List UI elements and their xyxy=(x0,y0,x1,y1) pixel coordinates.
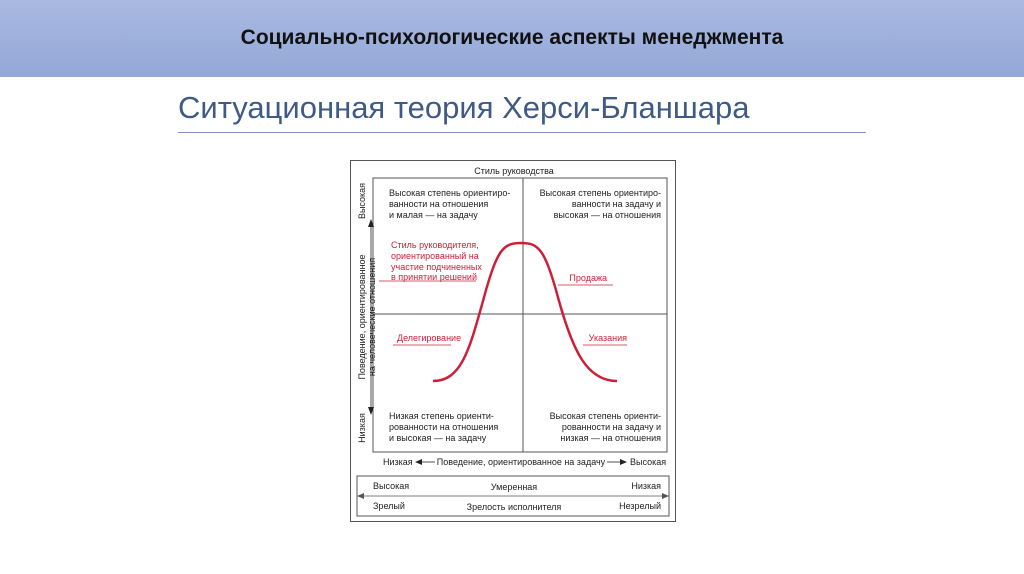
x-axis-arrow-right xyxy=(620,459,627,465)
maturity-low-label: Низкая xyxy=(631,481,661,491)
y-axis-high-label: Высокая xyxy=(357,182,367,220)
quadrant-top-left-line3: и малая — на задачу xyxy=(389,210,478,220)
quadrant-top-right-line1: Высокая степень ориентиро- xyxy=(539,188,661,198)
quadrant-bottom-left-line2: рованности на отношения xyxy=(389,422,499,432)
title-underline xyxy=(178,132,866,133)
participating-line2: ориентированный на xyxy=(391,251,479,261)
x-axis-high-label: Высокая xyxy=(630,457,667,467)
maturity-arrow-right xyxy=(662,493,669,499)
telling-label: Указания xyxy=(588,333,627,343)
selling-label: Продажа xyxy=(569,273,607,283)
maturity-axis-label: Зрелость исполнителя xyxy=(466,502,562,512)
slide-title: Ситуационная теория Херси-Бланшара xyxy=(178,90,750,125)
quadrant-bottom-right-line2: рованности на задачу и xyxy=(561,422,661,432)
y-axis-label-line1: Поведение, ориентированное xyxy=(357,254,367,380)
hersey-blanchard-diagram xyxy=(350,160,676,522)
y-axis-low-label: Низкая xyxy=(357,413,367,443)
delegating-label: Делегирование xyxy=(397,333,462,343)
quadrant-top-right-line3: высокая — на отношения xyxy=(553,210,661,220)
header-title: Социально-психологические аспекты менеджмента xyxy=(240,26,784,49)
y-axis-label-line2: на человеческие отношения xyxy=(367,257,377,377)
maturity-moderate-label: Умеренная xyxy=(490,482,538,492)
quadrant-top-left-line2: ванности на отношения xyxy=(389,199,489,209)
maturity-immature-label: Незрелый xyxy=(619,501,661,511)
participating-line1: Стиль руководителя, xyxy=(391,240,479,250)
quadrant-bottom-left-line3: и высокая — на задачу xyxy=(389,433,487,443)
x-axis-label: Поведение, ориентированное на задачу xyxy=(436,457,606,467)
participating-line4: в принятии решений xyxy=(391,272,477,282)
style-heading: Стиль руководства xyxy=(474,166,554,176)
x-axis-low-label: Низкая xyxy=(383,457,413,467)
maturity-mature-label: Зрелый xyxy=(373,501,405,511)
quadrant-bottom-right-line1: Высокая степень ориенти- xyxy=(549,411,661,421)
quadrant-top-right-line2: ванности на задачу и xyxy=(571,199,661,209)
quadrant-bottom-right-line3: низкая — на отношения xyxy=(560,433,661,443)
quadrant-bottom-left-line1: Низкая степень ориенти- xyxy=(389,411,494,421)
participating-line3: участие подчиненных xyxy=(391,262,482,272)
maturity-high-label: Высокая xyxy=(373,481,410,491)
x-axis-arrow-left xyxy=(415,459,422,465)
maturity-arrow-left xyxy=(357,493,364,499)
quadrant-top-left-line1: Высокая степень ориентиро- xyxy=(389,188,511,198)
